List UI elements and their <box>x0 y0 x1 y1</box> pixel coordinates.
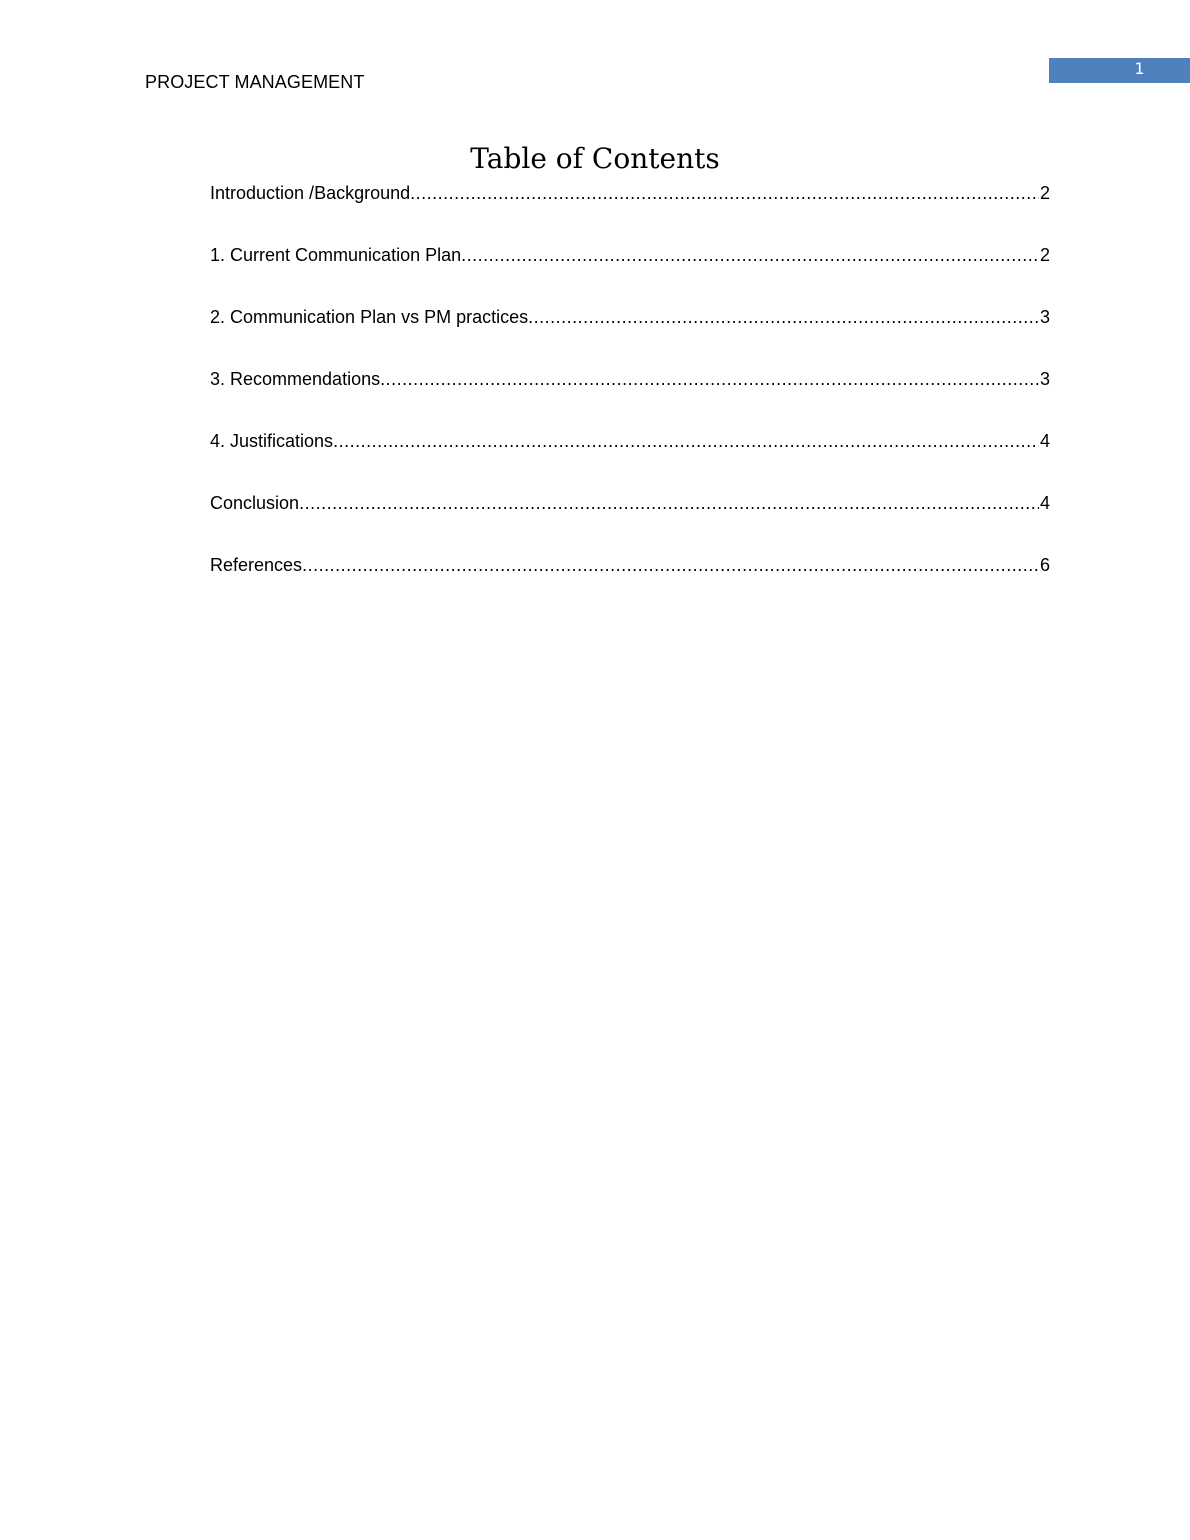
toc-entry-current-communication-plan[interactable] <box>210 242 1050 304</box>
toc-entry-introduction[interactable] <box>210 180 1050 242</box>
toc-entry-label: 3. Recommendations <box>210 369 381 389</box>
page-number: 1 <box>1134 59 1145 78</box>
toc-entry-page: 3 <box>1039 307 1050 327</box>
toc-entry-label: 4. Justifications <box>210 431 334 451</box>
toc-entry-recommendations[interactable] <box>210 366 1050 428</box>
toc-entry-page: 4 <box>1039 493 1050 513</box>
toc-entry-page: 6 <box>1039 555 1050 575</box>
running-header-title: PROJECT MANAGEMENT <box>145 72 365 92</box>
toc-entry-label: 1. Current Communication Plan <box>210 245 462 265</box>
toc-entry-communication-plan-vs-pm[interactable] <box>210 304 1050 366</box>
page-number-badge <box>1049 58 1190 83</box>
toc-heading: Table of Contents <box>470 142 720 175</box>
toc-list <box>210 180 1050 614</box>
toc-dot-leader <box>299 490 1039 516</box>
toc-entry-conclusion[interactable] <box>210 490 1050 552</box>
toc-dot-leader <box>333 428 1039 454</box>
toc-entry-page: 2 <box>1039 183 1050 203</box>
toc-entry-justifications[interactable] <box>210 428 1050 490</box>
toc-entry-page: 2 <box>1039 245 1050 265</box>
toc-dot-leader <box>461 242 1039 268</box>
toc-entry-label: Introduction /Background <box>210 183 411 203</box>
toc-dot-leader <box>380 366 1039 392</box>
toc-entry-label: Conclusion <box>210 493 300 513</box>
toc-dot-leader <box>528 304 1039 330</box>
toc-entry-label: References <box>210 555 303 575</box>
toc-entry-label: 2. Communication Plan vs PM practices <box>210 307 529 327</box>
toc-dot-leader <box>302 552 1039 578</box>
toc-entry-page: 4 <box>1039 431 1050 451</box>
toc-dot-leader <box>410 180 1039 206</box>
toc-entry-references[interactable] <box>210 552 1050 614</box>
toc-entry-page: 3 <box>1039 369 1050 389</box>
